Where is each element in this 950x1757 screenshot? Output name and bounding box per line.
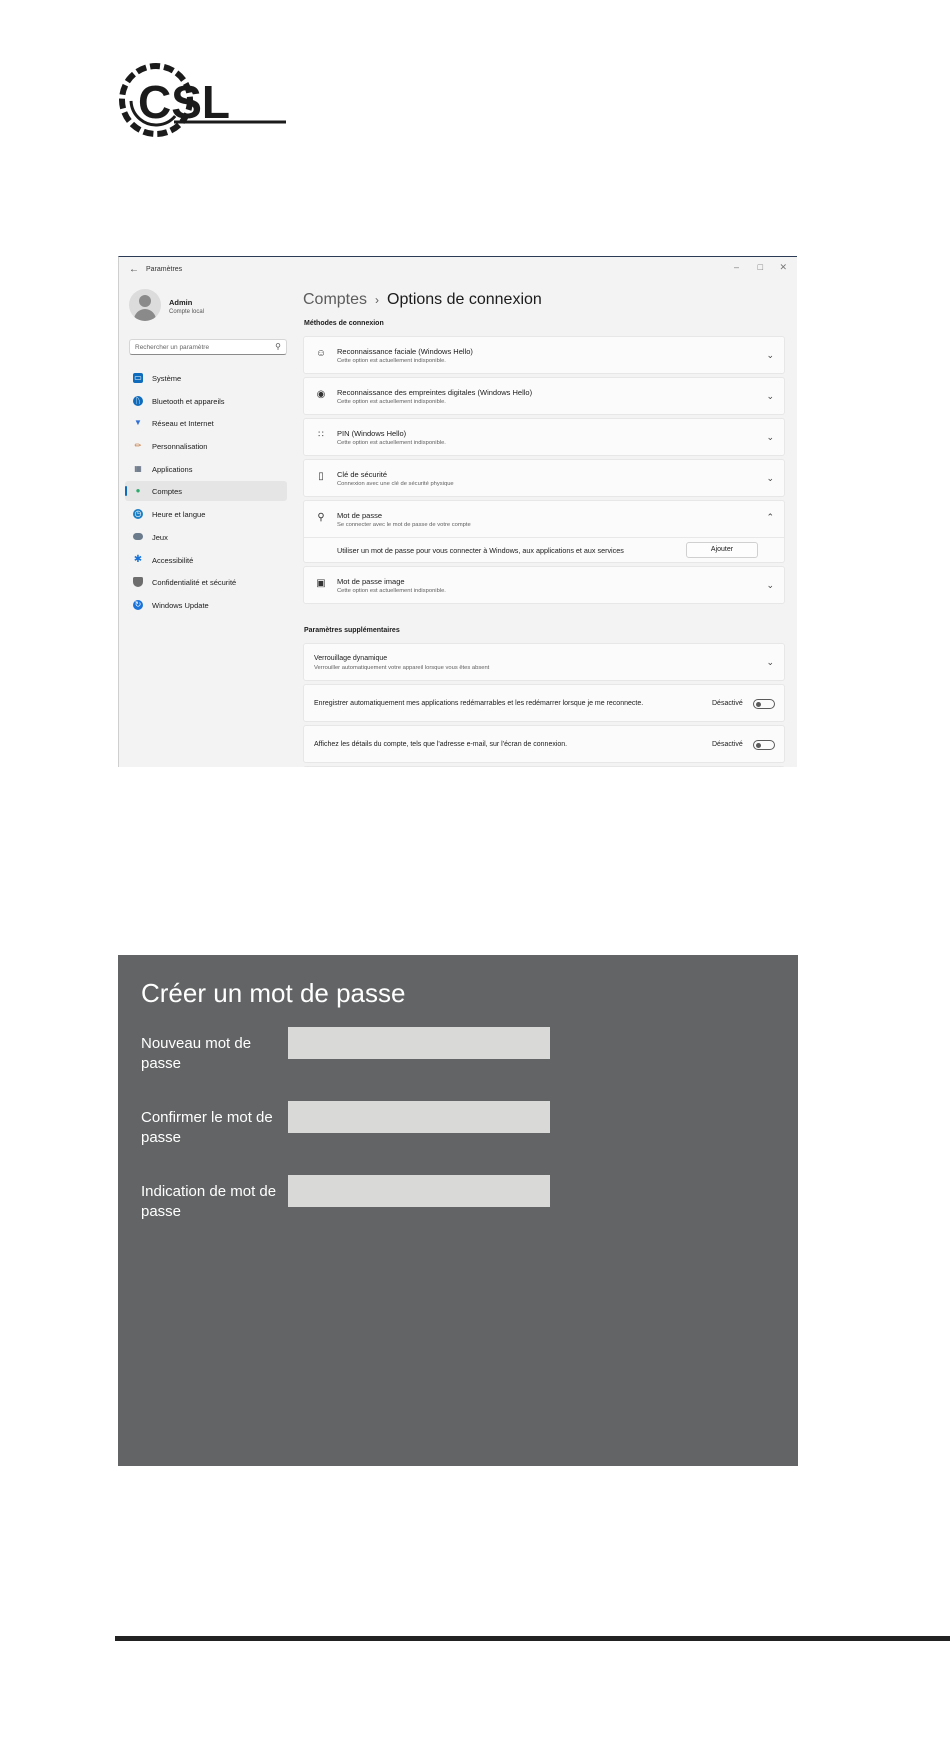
next-settings-card [303, 766, 785, 767]
toggle-row-text: Affichez les détails du compte, tels que l'adresse e-mail, sur l'écran de connexion. [314, 741, 568, 748]
create-password-dialog [118, 955, 798, 1466]
method-subtitle: Cette option est actuellement indisponible. [337, 588, 446, 594]
breadcrumb-parent[interactable]: Comptes [303, 291, 368, 308]
password-row-text: Utiliser un mot de passe pour vous connecter à Windows, aux applications et aux services [337, 546, 624, 555]
sidebar-item-label: Bluetooth et appareils [152, 396, 225, 406]
dynamic-lock-subtitle: Verrouiller automatiquement votre appareil lorsque vous êtes absent [314, 665, 490, 671]
title-bar [119, 257, 797, 285]
maximize-icon[interactable]: □ [757, 262, 763, 272]
csl-logo-mark [116, 56, 292, 146]
restart-apps-toggle[interactable] [753, 699, 775, 709]
shield-icon [133, 577, 143, 587]
usb-key-icon: ▯ [318, 471, 324, 482]
page-title: Options de connexion [387, 291, 542, 308]
method-subtitle: Cette option est actuellement indisponible. [337, 399, 446, 405]
sidebar-item-comptes[interactable] [125, 481, 287, 501]
chevron-down-icon[interactable]: ⌄ [766, 473, 774, 483]
wifi-icon: ▼ [134, 418, 142, 428]
csl-logo [116, 56, 292, 146]
image-icon: ▣ [316, 578, 326, 589]
sidebar-item-label: Comptes [152, 487, 183, 497]
toggle-state: Désactivé [712, 700, 743, 707]
breadcrumb [303, 291, 542, 309]
person-icon: ● [135, 486, 141, 496]
active-indicator [125, 486, 127, 496]
method-subtitle: Se connecter avec le mot de passe de votre compte [337, 522, 471, 528]
sidebar-item-systeme[interactable] [125, 368, 287, 388]
section-header-extra: Paramètres supplémentaires [304, 627, 400, 634]
chevron-down-icon[interactable]: ⌄ [766, 391, 774, 401]
search-box[interactable] [129, 339, 287, 355]
dynamic-lock[interactable] [303, 643, 785, 681]
chevron-down-icon[interactable]: ⌄ [766, 580, 774, 590]
chevron-down-icon[interactable]: ⌄ [766, 432, 774, 442]
search-icon[interactable]: ⚲ [275, 342, 281, 351]
apps-icon: ▦ [134, 463, 142, 473]
toggle-row-account-details [303, 725, 785, 763]
sidebar-item-label: Confidentialité et sécurité [152, 578, 237, 588]
new-password-label: Nouveau mot de passe [141, 1035, 252, 1072]
method-title: Reconnaissance faciale (Windows Hello) [337, 347, 473, 356]
accessibility-icon: ✱ [133, 553, 143, 565]
back-arrow-icon[interactable]: ← [129, 264, 139, 275]
method-security-key[interactable] [303, 459, 785, 497]
sidebar-item-label: Réseau et Internet [152, 419, 214, 429]
face-icon: ☺ [315, 348, 327, 359]
method-title: Mot de passe [337, 511, 383, 520]
search-input[interactable]: Rechercher un paramètre [135, 344, 210, 351]
sidebar-item-confidentialite[interactable] [125, 572, 287, 592]
method-title: Mot de passe image [337, 577, 405, 586]
sidebar-item-label: Accessibilité [152, 555, 194, 565]
method-pin[interactable] [303, 418, 785, 456]
sidebar-item-heure[interactable] [125, 504, 287, 524]
sidebar-item-personnalisation[interactable] [125, 436, 287, 456]
method-title: Clé de sécurité [337, 470, 388, 479]
sidebar-item-jeux[interactable] [125, 527, 287, 547]
method-subtitle: Connexion avec une clé de sécurité physique [337, 481, 454, 487]
sidebar-item-label: Personnalisation [152, 442, 208, 452]
gamepad-icon [133, 533, 143, 540]
profile-name: Admin [169, 298, 193, 307]
fingerprint-icon: ◉ [316, 389, 326, 400]
sidebar-item-label: Applications [152, 464, 193, 474]
new-password-input[interactable] [288, 1027, 550, 1059]
keypad-icon: ∷ [318, 429, 324, 439]
method-title: Reconnaissance des empreintes digitales (Windows Hello) [337, 388, 533, 397]
confirm-password-label: Confirmer le mot de passe [141, 1109, 273, 1146]
key-icon: ⚲ [317, 512, 325, 523]
dialog-title: Créer un mot de passe [141, 978, 406, 1008]
chevron-up-icon[interactable]: ⌃ [766, 512, 774, 522]
method-face[interactable] [303, 336, 785, 374]
method-subtitle: Cette option est actuellement indisponible. [337, 358, 446, 364]
sidebar-item-label: Système [152, 374, 182, 383]
sidebar-item-applications[interactable] [125, 459, 287, 479]
sidebar-item-windows-update[interactable] [125, 595, 287, 615]
sidebar-item-bluetooth[interactable] [125, 391, 287, 411]
window-title: Paramètres [146, 266, 183, 273]
method-fingerprint[interactable] [303, 377, 785, 415]
close-icon[interactable]: ✕ [779, 262, 787, 272]
brush-icon: ✏ [134, 441, 142, 451]
password-hint-input[interactable] [288, 1175, 550, 1207]
bluetooth-icon: ᚢ [133, 396, 143, 406]
breadcrumb-separator: › [375, 293, 380, 307]
monitor-icon: ▭ [134, 373, 142, 382]
section-header-methods: Méthodes de connexion [304, 320, 384, 327]
toggle-row-restart-apps [303, 684, 785, 722]
settings-window [118, 256, 797, 767]
profile-subtitle: Compte local [169, 309, 205, 315]
toggle-state: Désactivé [712, 741, 743, 748]
confirm-password-input[interactable] [288, 1101, 550, 1133]
dynamic-lock-title: Verrouillage dynamique [314, 655, 388, 662]
method-password[interactable] [303, 500, 785, 563]
avatar[interactable] [129, 289, 161, 321]
toggle-row-text: Enregistrer automatiquement mes applications redémarrables et les redémarrer lorsque je me reconnecte. [314, 700, 644, 707]
sidebar-item-label: Jeux [152, 532, 168, 542]
logo-text: CSL [138, 76, 230, 128]
sidebar-item-reseau[interactable] [125, 413, 287, 433]
account-details-toggle[interactable] [753, 740, 775, 750]
method-subtitle: Cette option est actuellement indisponible. [337, 440, 446, 446]
add-password-button[interactable]: Ajouter [686, 542, 758, 558]
sidebar-item-accessibilite[interactable] [125, 550, 287, 570]
minimize-icon[interactable]: – [733, 262, 739, 272]
globe-clock-icon: ◷ [134, 509, 142, 519]
divider [304, 537, 784, 538]
chevron-down-icon[interactable]: ⌄ [766, 657, 774, 667]
sidebar-item-label: Windows Update [152, 600, 209, 610]
method-title: PIN (Windows Hello) [337, 429, 407, 438]
chevron-down-icon[interactable]: ⌄ [766, 350, 774, 360]
password-hint-label: Indication de mot de passe [141, 1183, 277, 1220]
sidebar-item-label: Heure et langue [152, 510, 206, 520]
method-picture-password[interactable] [303, 566, 785, 604]
update-icon: ↻ [134, 599, 142, 609]
sidebar-nav [125, 368, 287, 618]
footer-rule [115, 1636, 950, 1641]
